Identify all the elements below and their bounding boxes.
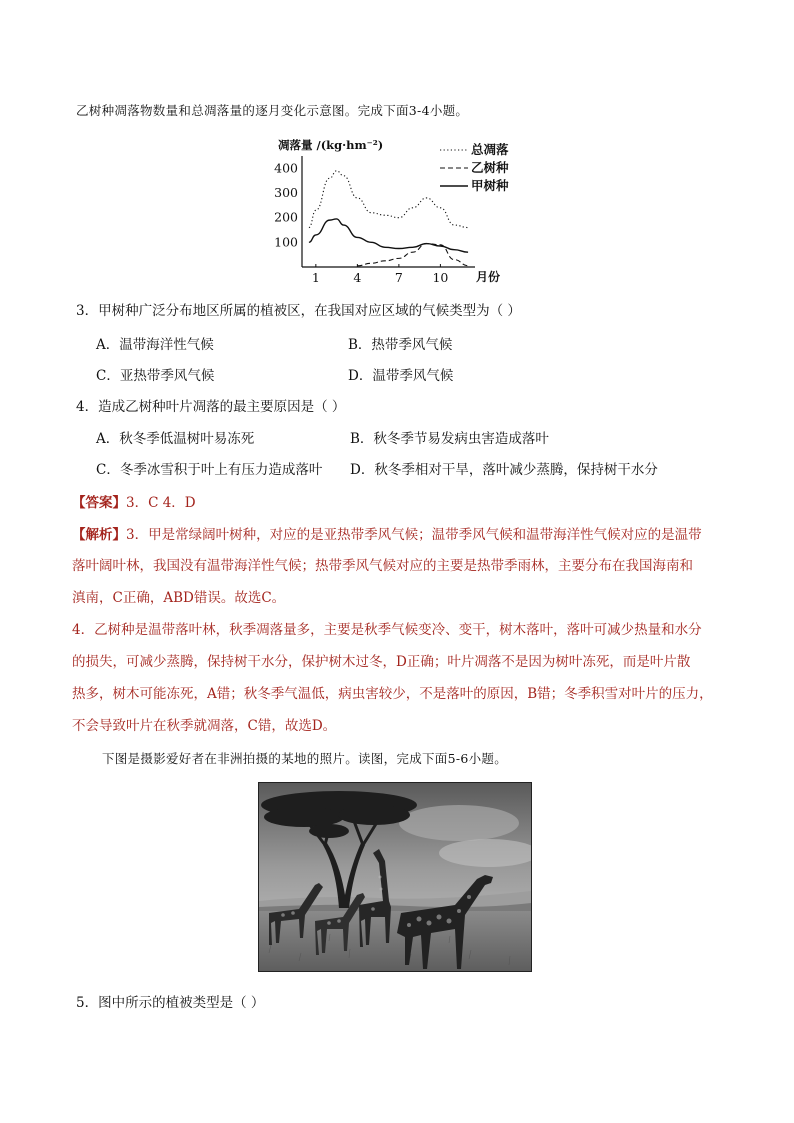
y-axis-label: 凋落量 /(kg·hm⁻²)	[278, 138, 384, 152]
q4-option-b: B．秋冬季节易发病虫害造成落叶	[350, 431, 549, 447]
analysis-q4-line-2: 的损失，可减少蒸腾，保持树干水分，保护树木过冬，D正确；叶片凋落不是因为树叶冻死，而是叶片散	[72, 654, 691, 670]
intro-text-2: 下图是摄影爱好者在非洲拍摄的某地的照片。读图，完成下面5-6小题。	[102, 751, 508, 766]
q3-option-a: A．温带海洋性气候	[96, 337, 214, 353]
analysis-label: 【解析】	[72, 527, 126, 543]
legend-label: 总凋落	[471, 142, 509, 157]
legend-label: 乙树种	[471, 160, 509, 175]
question-3-stem: 3．甲树种广泛分布地区所属的植被区，在我国对应区域的气候类型为（ ）	[76, 303, 521, 319]
q3-option-d: D．温带季风气候	[348, 368, 454, 384]
y-tick-label: 300	[274, 185, 298, 200]
question-4-stem: 4．造成乙树种叶片凋落的最主要原因是（ ）	[76, 399, 346, 415]
y-tick-label: 200	[274, 209, 298, 225]
question-5-stem: 5．图中所示的植被类型是（ ）	[76, 995, 265, 1011]
savanna-photo	[258, 782, 532, 972]
q4-option-d: D．秋冬季相对干旱，落叶减少蒸腾，保持树干水分	[350, 462, 658, 478]
q4-option-a: A．秋冬季低温树叶易冻死	[96, 431, 255, 447]
analysis-q3-line-2: 落叶阔叶林，我国没有温带海洋性气候；热带季风气候对应的主要是热带季雨林，主要分布在我国海南和	[72, 558, 693, 574]
intro-text: 乙树种凋落物数量和总凋落量的逐月变化示意图。完成下面3-4小题。	[76, 103, 469, 118]
q4-option-c: C．冬季冰雪积于叶上有压力造成落叶	[96, 462, 323, 478]
answer-row	[72, 494, 196, 512]
q3-option-b: B．热带季风气候	[348, 337, 453, 353]
answer-label: 【答案】	[72, 495, 126, 511]
analysis-q3-line-1	[72, 526, 702, 544]
q3-option-c: C．亚热带季风气候	[96, 368, 215, 384]
legend-label: 甲树种	[471, 178, 509, 193]
x-tick-label: 7	[394, 270, 403, 285]
analysis-q4-line-3: 热多，树木可能冻死，A错；秋冬季气温低，病虫害较少，不是落叶的原因，B错；冬季积雪对叶片的压力，	[72, 686, 713, 702]
x-axis-label: 月份	[476, 270, 501, 284]
savanna-illustration	[259, 783, 531, 971]
series-line-3	[309, 219, 468, 252]
x-tick-label: 4	[353, 270, 362, 285]
y-tick-label: 100	[274, 234, 298, 250]
x-tick-label: 1	[311, 270, 320, 285]
litterfall-line-chart	[270, 136, 520, 294]
analysis-q3-line-3: 滇南，C正确，ABD错误。故选C。	[72, 590, 286, 606]
y-tick-label: 400	[274, 160, 298, 176]
analysis-q4-line-1: 4．乙树种是温带落叶林，秋季凋落量多，主要是秋季气候变冷、变干，树木落叶，落叶可减少热量和水分	[72, 622, 702, 638]
x-tick-label: 10	[432, 270, 449, 285]
answer-text: 3．C 4．D	[126, 495, 196, 511]
analysis-q4-line-4: 不会导致叶片在秋季就凋落，C错，故选D。	[72, 718, 337, 734]
analysis-text: 3．甲是常绿阔叶树种，对应的是亚热带季风气候；温带季风气候和温带海洋性气候对应的是温带	[126, 527, 702, 543]
